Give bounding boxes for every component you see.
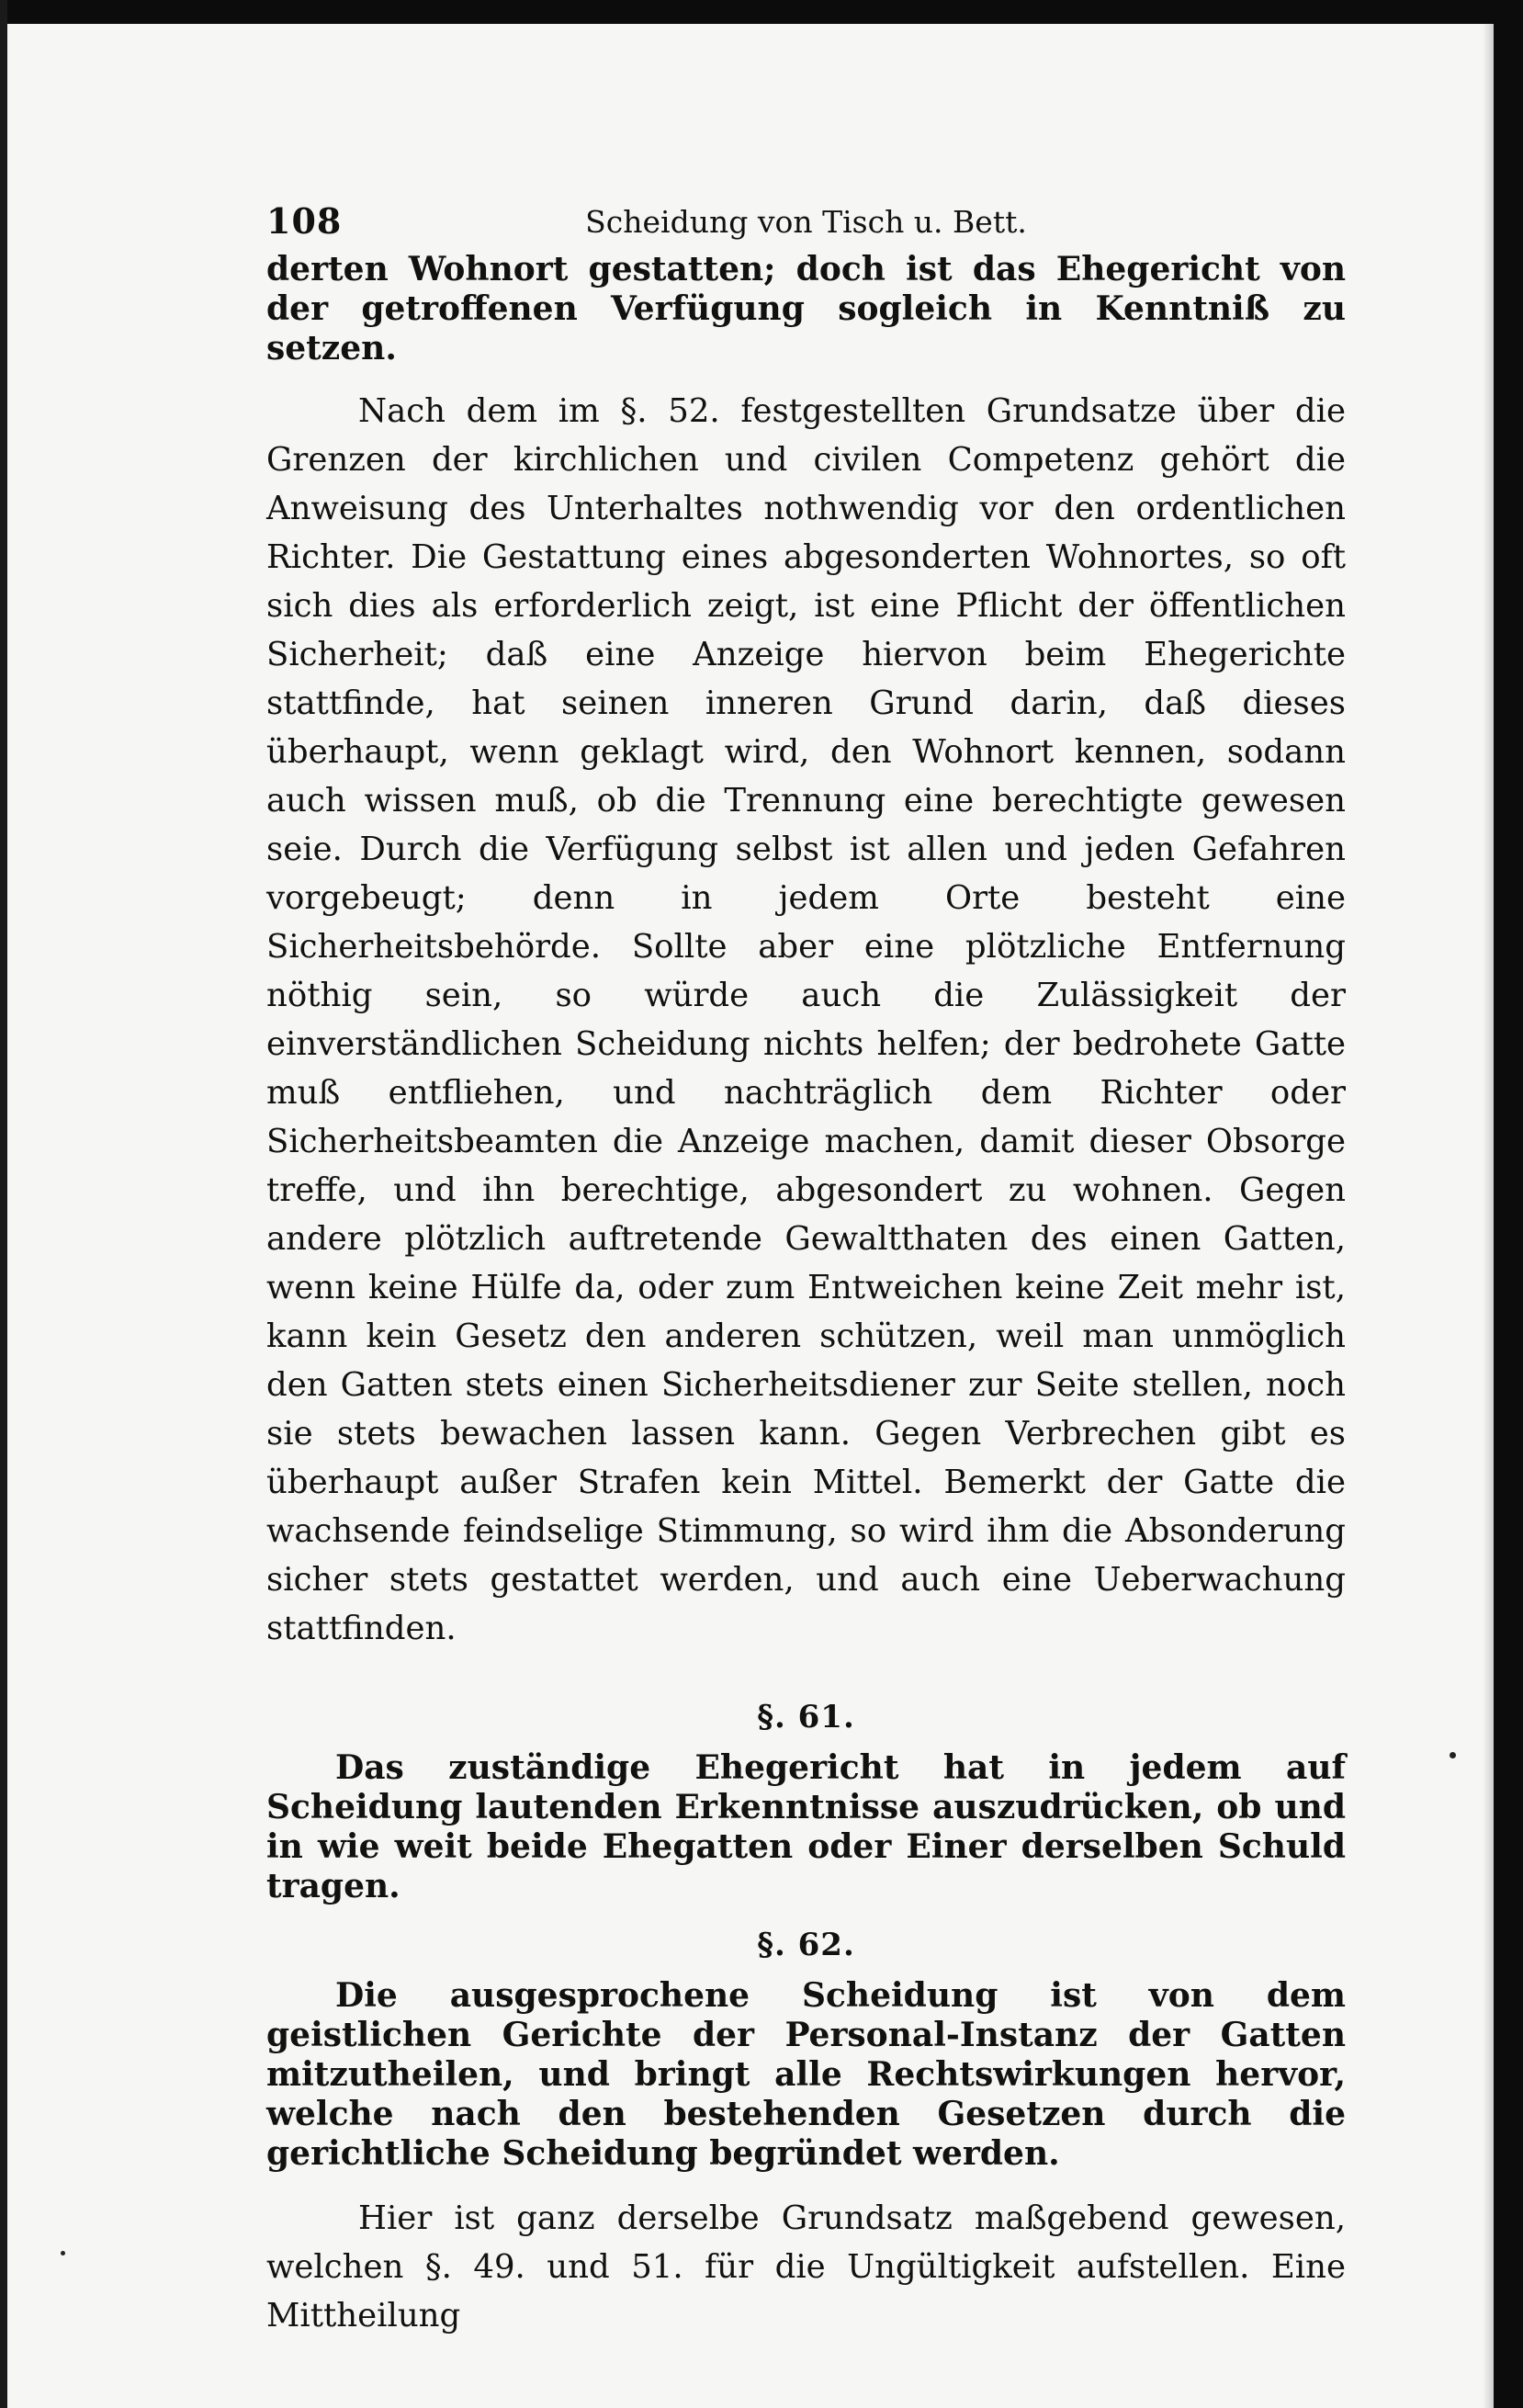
scan-speck: [1450, 1752, 1456, 1758]
book-page: [266, 195, 1346, 2340]
section-text-61: Das zuständige Ehegericht hat in jedem auf Scheidung lautenden Erkenntnisse auszudrücken, ob und in wie weit beide Ehegatten oder Einer derselben Schuld tragen.: [266, 1748, 1346, 1905]
scan-border-top: [0, 0, 1523, 24]
section-text-62: Die ausgesprochene Scheidung ist von dem geistlichen Gerichte der Personal-Instanz der Gatten mitzutheilen, und bringt alle Rechtswirkungen hervor, welche nach den bestehenden Gesetzen durch die gerichtliche Scheidung begründet werden.: [266, 1976, 1346, 2173]
section-heading-61: §. 61.: [757, 1699, 855, 1735]
scan-border-left: [0, 0, 7, 2408]
paragraph-commentary: Nach dem im §. 52. festgestellten Grundsatze über die Grenzen der kirchlichen und civilen Competenz gehört die Anweisung des Unterhaltes nothwendig vor den ordentlichen Richter. Die Gestattung eines abgesonderten Wohnortes, so oft sich dies als erforderlich zeigt, ist eine Pflicht der öffentlichen Sicherheit; daß eine Anzeige hiervon beim Ehegerichte stattfinde, hat seinen inneren Grund darin, daß dieses überhaupt, wenn geklagt wird, den Wohnort kennen, sodann auch wissen muß, ob die Trennung eine berechtigte gewesen seie. Durch die Verfügung selbst ist allen und jeden Gefahren vorgebeugt; denn in jedem Orte besteht eine Sicherheitsbehörde. Sollte aber eine plötzliche Entfernung nöthig sein, so würde auch die Zulässigkeit der einverständlichen Scheidung nichts helfen; der bedrohete Gatte muß entfliehen, und nachträglich dem Richter oder Sicherheitsbeamten die Anzeige machen, damit dieser Obsorge treffe, und ihn berechtige, abgesondert zu wohnen. Gegen andere plötzlich auftretende Gewaltthaten des einen Gatten, wenn keine Hülfe da, oder zum Entweichen keine Zeit mehr ist, kann kein Gesetz den anderen schützen, weil man unmöglich den Gatten stets einen Sicherheitsdiener zur Seite stellen, noch sie stets bewachen lassen kann. Gegen Verbrechen gibt es überhaupt außer Strafen kein Mittel. Bemerkt der Gatte die wachsende feindselige Stimmung, so wird ihm die Absonderung sicher stets gestattet werden, und auch eine Ueberwachung stattfinden.: [266, 392, 1346, 1647]
section-heading-62: §. 62.: [757, 1927, 855, 1963]
paragraph-continuation: derten Wohnort gestatten; doch ist das Ehegericht von der getroffenen Verfügung sogleich in Kenntniß zu setzen.: [266, 250, 1346, 367]
running-title: Scheidung von Tisch u. Bett.: [585, 204, 1027, 240]
page-header: [266, 195, 1346, 250]
scan-shadow-right: [1483, 24, 1494, 2408]
scan-border-right: [1494, 0, 1523, 2408]
paragraph-closing: Hier ist ganz derselbe Grundsatz maßgebend gewesen, welchen §. 49. und 51. für die Ungültigkeit aufstellen. Eine Mittheilung: [266, 2199, 1346, 2335]
scan-speck: [61, 2251, 65, 2255]
page-number: 108: [266, 200, 343, 242]
